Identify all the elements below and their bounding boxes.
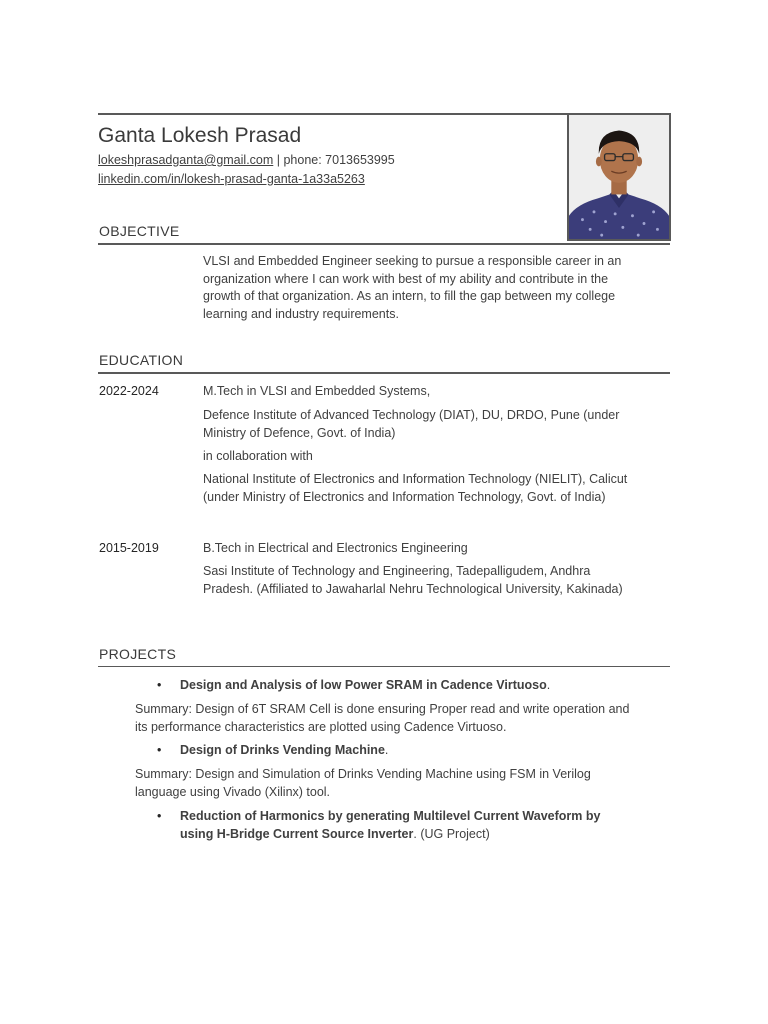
header-top-rule bbox=[98, 113, 568, 115]
education-collaboration: in collaboration with bbox=[203, 449, 313, 463]
project-summary: Summary: Design and Simulation of Drinks Vending Machine using FSM in Verilog language using Vivado (Xilinx) tool. bbox=[135, 767, 591, 799]
education-rule bbox=[98, 372, 670, 374]
contact-line bbox=[98, 153, 395, 167]
project-title-suffix: . (UG Project) bbox=[413, 826, 490, 841]
bullet-icon: • bbox=[157, 678, 162, 692]
profile-photo bbox=[567, 113, 671, 241]
objective-text: VLSI and Embedded Engineer seeking to pursue a responsible career in an organization where I can work with best of my ability and contribute in the growth of that organization. As an intern, to fill the gap between my college learning and industry requirements. bbox=[203, 254, 622, 321]
email-link[interactable]: lokeshprasadganta@gmail.com bbox=[98, 153, 274, 167]
education-years: 2022-2024 bbox=[99, 384, 159, 398]
project-title bbox=[180, 677, 640, 695]
project-summary: Summary: Design of 6T SRAM Cell is done ensuring Proper read and write operation and its performance characteristics are plotted using Cadence Virtuoso. bbox=[135, 702, 630, 734]
profile-photo-portrait bbox=[569, 115, 669, 239]
linkedin-line bbox=[98, 172, 365, 186]
education-institution: Sasi Institute of Technology and Engineering, Tadepalligudem, Andhra Pradesh. (Affiliated to Jawaharlal Nehru Technological University, Kakinada) bbox=[203, 564, 623, 596]
education-institution: Defence Institute of Advanced Technology (DIAT), DU, DRDO, Pune (under Ministry of Defence, Govt. of India) bbox=[203, 408, 620, 440]
candidate-name: Ganta Lokesh Prasad bbox=[98, 124, 302, 147]
project-title-suffix: . bbox=[546, 678, 551, 692]
education-degree: M.Tech in VLSI and Embedded Systems, bbox=[203, 384, 431, 398]
project-title bbox=[180, 742, 640, 760]
project-title-text: Design and Analysis of low Power SRAM in Cadence Virtuoso bbox=[180, 678, 547, 692]
project-title-suffix: . bbox=[384, 743, 389, 757]
projects-rule bbox=[98, 666, 670, 667]
education-heading: EDUCATION bbox=[99, 352, 184, 368]
bullet-icon: • bbox=[157, 743, 162, 757]
objective-rule bbox=[98, 243, 670, 245]
projects-heading: PROJECTS bbox=[99, 646, 177, 662]
education-degree: B.Tech in Electrical and Electronics Engineering bbox=[203, 541, 468, 555]
phone-text: | phone: 7013653995 bbox=[273, 153, 395, 167]
objective-heading: OBJECTIVE bbox=[99, 223, 180, 239]
bullet-icon: • bbox=[157, 809, 162, 823]
education-years: 2015-2019 bbox=[99, 541, 159, 555]
project-title-text: Reduction of Harmonics by generating Multilevel Current Waveform by using H-Bridge Current Source Inverter bbox=[180, 809, 601, 841]
project-title-text: Design of Drinks Vending Machine bbox=[180, 743, 385, 757]
linkedin-link[interactable]: linkedin.com/in/lokesh-prasad-ganta-1a33a5263 bbox=[98, 172, 365, 186]
project-title bbox=[180, 808, 635, 843]
education-partner-institution: National Institute of Electronics and Information Technology (NIELIT), Calicut (under Ministry of Electronics and Information Technology, Govt. of India) bbox=[203, 472, 628, 504]
